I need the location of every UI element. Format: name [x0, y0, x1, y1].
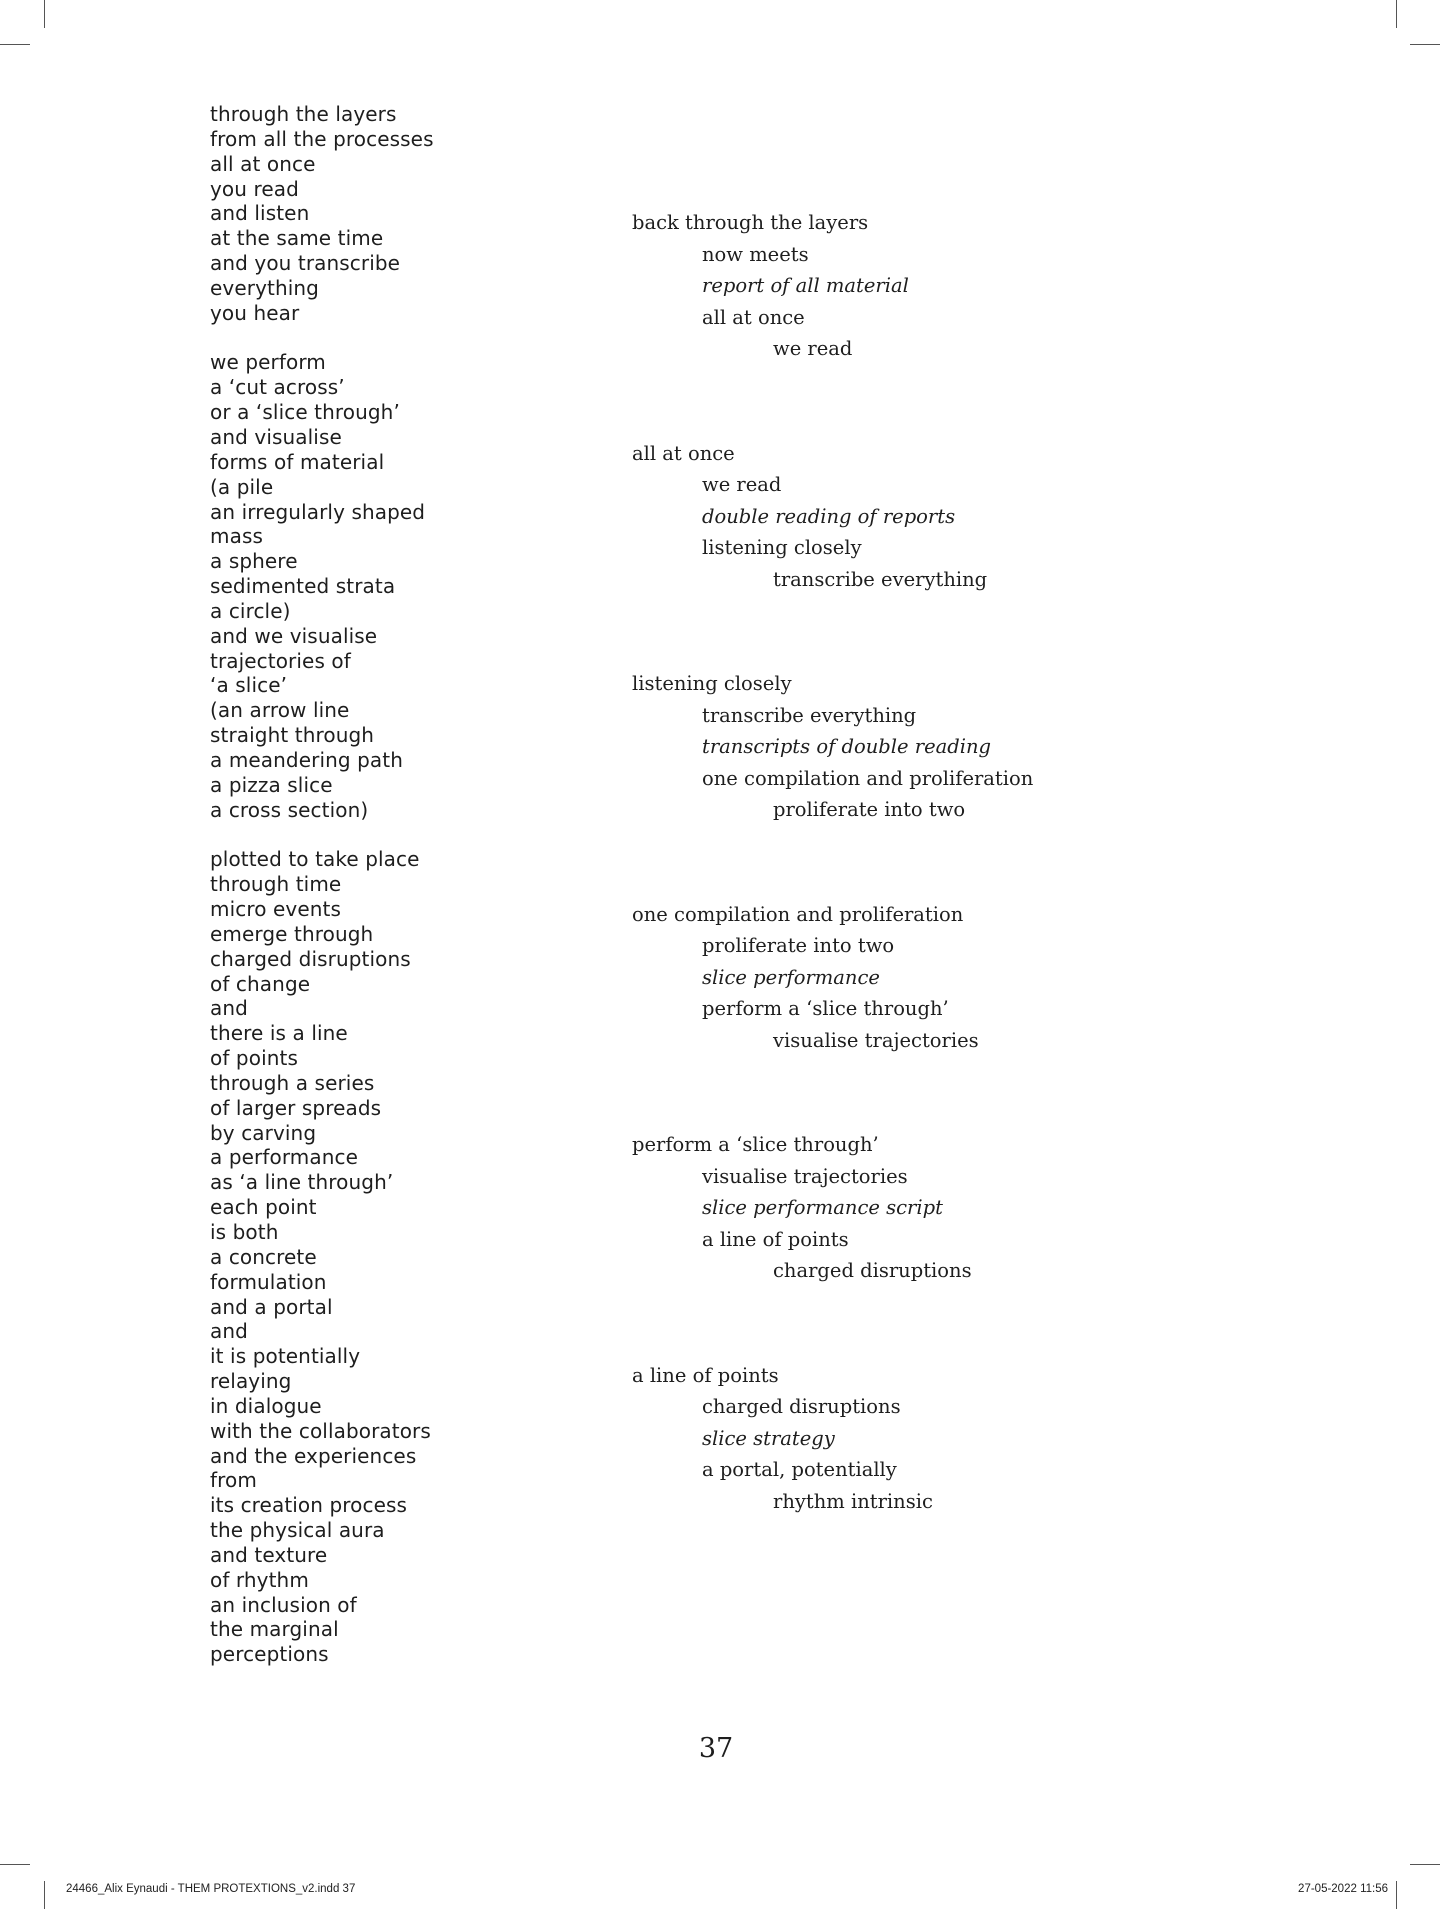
- poem-line: and visualise: [210, 424, 342, 449]
- poem-line: you read: [210, 176, 299, 201]
- verse-line: now meets: [702, 242, 809, 266]
- poem-line: as ‘a line through’: [210, 1170, 394, 1195]
- poem-line: by carving: [210, 1120, 317, 1145]
- verse-line: one compilation and proliferation: [702, 766, 1034, 790]
- poem-line: from all the processes: [210, 126, 434, 151]
- poem-line: each point: [210, 1195, 317, 1220]
- poem-line: micro events: [210, 897, 341, 921]
- poem-line: formulation: [210, 1269, 327, 1294]
- poem-line: and the experiences: [210, 1443, 417, 1468]
- verse-line: back through the layers: [632, 211, 869, 234]
- verse-line: transcribe everything: [773, 567, 988, 591]
- poem-line: charged disruptions: [210, 946, 411, 971]
- poem-line: and you transcribe: [210, 251, 401, 276]
- left-stanza: [210, 350, 540, 822]
- poem-line: you hear: [210, 300, 300, 325]
- verse-line: visualise trajectories: [702, 1164, 908, 1188]
- verse-line: transcribe everything: [702, 703, 917, 727]
- verse-line: perform a ‘slice through’: [632, 1133, 879, 1157]
- poem-line: a circle): [210, 598, 291, 623]
- poem-line: from: [210, 1468, 257, 1493]
- crop-mark: [0, 1864, 30, 1865]
- italic-title-line: slice strategy: [702, 1426, 835, 1450]
- italic-title-line: transcripts of double reading: [702, 735, 991, 759]
- right-verse-group: [632, 1129, 1332, 1360]
- crop-mark: [0, 44, 30, 45]
- crop-mark: [1410, 44, 1440, 45]
- verse-line: visualise trajectories: [773, 1028, 979, 1052]
- italic-title-line: report of all material: [702, 274, 909, 297]
- poem-line: mass: [210, 524, 263, 549]
- poem-line: a pizza slice: [210, 772, 333, 797]
- poem-line: through the layers: [210, 102, 397, 126]
- right-verse-group: [632, 1360, 1332, 1591]
- verse-line: listening closely: [632, 672, 792, 696]
- verse-line: all at once: [632, 441, 735, 465]
- slug-file-info: 24466_Alix Eynaudi - THEM PROTEXTIONS_v2.indd 37: [66, 1883, 356, 1895]
- right-verse-group: [632, 438, 1332, 669]
- poem-line: an irregularly shaped: [210, 499, 426, 524]
- poem-line: is both: [210, 1219, 279, 1244]
- poem-line: an inclusion of: [210, 1592, 357, 1617]
- poem-line: a cross section): [210, 797, 369, 822]
- italic-title-line: slice performance script: [702, 1196, 943, 1220]
- poem-line: (a pile: [210, 474, 274, 499]
- poem-line: straight through: [210, 723, 375, 748]
- verse-line: charged disruptions: [702, 1395, 901, 1419]
- right-column-poem: [632, 207, 1332, 1591]
- poem-line: and: [210, 1319, 248, 1344]
- verse-line: a line of points: [702, 1227, 849, 1251]
- poem-line: perceptions: [210, 1642, 329, 1667]
- poem-line: and listen: [210, 201, 310, 226]
- poem-line: through time: [210, 872, 342, 897]
- right-verse-group: [632, 668, 1332, 899]
- poem-line: and texture: [210, 1542, 328, 1567]
- verse-line: we read: [702, 473, 782, 497]
- italic-title-line: slice performance: [702, 965, 880, 989]
- verse-line: rhythm intrinsic: [773, 1489, 933, 1513]
- verse-line: we read: [773, 337, 853, 360]
- verse-line: a portal, potentially: [702, 1458, 897, 1482]
- left-stanza: [210, 847, 540, 1667]
- crop-mark: [1396, 0, 1397, 28]
- poem-line: trajectories of: [210, 648, 351, 673]
- verse-line: a line of points: [632, 1363, 779, 1387]
- poem-line: and we visualise: [210, 623, 378, 648]
- verse-line: listening closely: [702, 536, 862, 560]
- poem-line: through a series: [210, 1070, 375, 1095]
- left-stanza: [210, 102, 540, 326]
- poem-line: of rhythm: [210, 1567, 309, 1592]
- poem-line: forms of material: [210, 449, 385, 474]
- poem-line: or a ‘slice through’: [210, 400, 400, 425]
- poem-line: there is a line: [210, 1021, 348, 1046]
- page-number: 37: [698, 1733, 734, 1764]
- poem-line: (an arrow line: [210, 698, 350, 723]
- poem-line: ‘a slice’: [210, 673, 288, 698]
- slug-date-time: 27-05-2022 11:56: [1298, 1883, 1388, 1895]
- poem-line: at the same time: [210, 226, 384, 251]
- poem-line: a concrete: [210, 1244, 317, 1269]
- crop-mark: [1410, 1864, 1440, 1865]
- poem-line: a sphere: [210, 549, 298, 574]
- poem-line: all at once: [210, 151, 316, 176]
- verse-line: proliferate into two: [773, 798, 966, 822]
- crop-mark: [44, 0, 45, 28]
- crop-mark: [44, 1881, 45, 1909]
- poem-line: a meandering path: [210, 747, 404, 772]
- poem-line: emerge through: [210, 921, 374, 946]
- poem-line: everything: [210, 275, 319, 300]
- italic-title-line: double reading of reports: [702, 504, 956, 528]
- poem-line: and: [210, 996, 248, 1021]
- poem-line: a performance: [210, 1145, 358, 1170]
- verse-line: one compilation and proliferation: [632, 902, 964, 926]
- left-column-poem: [210, 102, 540, 1667]
- crop-mark: [1396, 1881, 1397, 1909]
- verse-line: proliferate into two: [702, 934, 895, 958]
- verse-line: perform a ‘slice through’: [702, 997, 949, 1021]
- poem-line: of change: [210, 971, 311, 996]
- poem-line: its creation process: [210, 1493, 408, 1518]
- poem-line: plotted to take place: [210, 847, 420, 872]
- poem-line: it is potentially: [210, 1344, 361, 1369]
- poem-line: the physical aura: [210, 1518, 385, 1543]
- poem-line: the marginal: [210, 1617, 339, 1642]
- poem-line: relaying: [210, 1369, 292, 1394]
- poem-line: of points: [210, 1046, 298, 1071]
- poem-line: and a portal: [210, 1294, 333, 1319]
- right-verse-group: [632, 899, 1332, 1130]
- poem-line: we perform: [210, 350, 326, 375]
- verse-line: all at once: [702, 305, 805, 329]
- verse-line: charged disruptions: [773, 1259, 972, 1283]
- poem-line: a ‘cut across’: [210, 375, 345, 400]
- right-verse-group: [632, 207, 1332, 438]
- poem-line: in dialogue: [210, 1393, 322, 1418]
- poem-line: with the collaborators: [210, 1418, 431, 1443]
- poem-line: of larger spreads: [210, 1095, 382, 1120]
- poem-line: sedimented strata: [210, 574, 396, 599]
